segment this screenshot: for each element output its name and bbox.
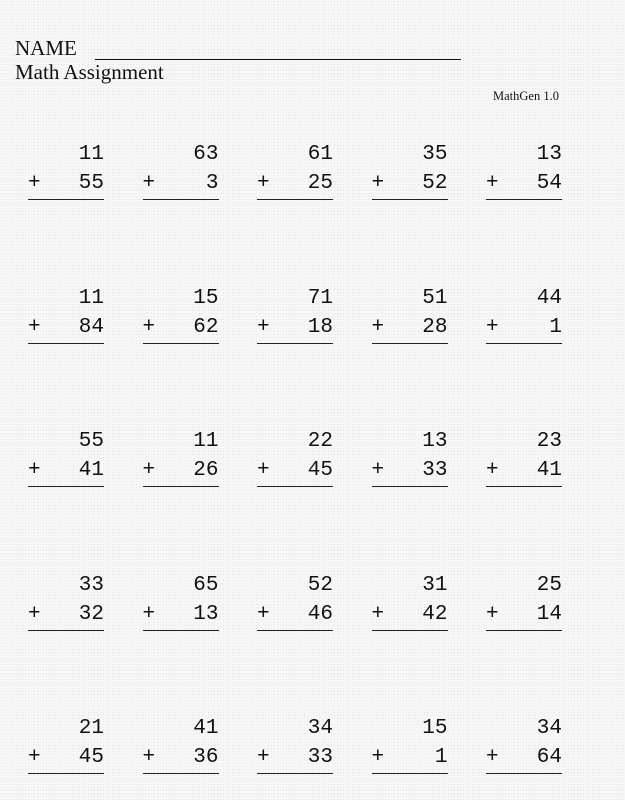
top-addend: 33 — [78, 573, 104, 597]
bottom-addend: 41 — [536, 459, 562, 482]
bottom-row — [257, 600, 333, 631]
addition-problem — [28, 714, 104, 774]
addition-problem — [372, 571, 448, 631]
addition-problem — [28, 427, 104, 487]
top-addend: 61 — [307, 143, 333, 166]
bottom-addend: 13 — [193, 602, 219, 626]
bottom-row — [143, 169, 219, 200]
top-addend: 63 — [193, 143, 219, 166]
plus-sign: + — [257, 746, 270, 769]
bottom-addend: 45 — [307, 459, 333, 482]
bottom-addend: 14 — [536, 602, 562, 626]
bottom-addend: 54 — [536, 172, 562, 195]
addition-problem — [486, 427, 562, 487]
generator-label: MathGen 1.0 — [493, 89, 559, 103]
addition-problem — [257, 571, 333, 631]
bottom-addend: 28 — [422, 315, 448, 339]
plus-sign: + — [371, 459, 385, 482]
bottom-row — [257, 743, 333, 774]
plus-sign: + — [486, 602, 499, 626]
bottom-row — [28, 456, 104, 487]
plus-sign: + — [142, 172, 156, 195]
bottom-addend: 64 — [536, 746, 562, 769]
top-addend: 13 — [422, 430, 448, 453]
top-addend: 34 — [536, 717, 562, 740]
addition-problem — [143, 284, 219, 344]
plus-sign: + — [257, 602, 270, 626]
top-addend: 35 — [422, 143, 448, 166]
top-addend: 25 — [536, 573, 562, 597]
name-label: NAME — [15, 36, 77, 60]
bottom-row — [372, 743, 448, 774]
plus-sign: + — [257, 459, 270, 482]
bottom-row — [486, 169, 562, 200]
bottom-addend: 26 — [193, 459, 219, 482]
top-addend: 15 — [422, 717, 448, 740]
bottom-row — [143, 743, 219, 774]
bottom-row — [372, 456, 448, 487]
plus-sign: + — [28, 315, 41, 339]
addition-problem — [372, 140, 448, 200]
bottom-row — [486, 600, 562, 631]
plus-sign: + — [142, 602, 156, 626]
addition-problem — [257, 140, 333, 200]
plus-sign: + — [142, 315, 156, 339]
name-blank-line — [95, 39, 461, 60]
problem-grid — [28, 140, 568, 780]
plus-sign: + — [371, 172, 385, 195]
top-addend: 31 — [422, 573, 448, 597]
plus-sign: + — [142, 746, 156, 769]
addition-problem — [143, 427, 219, 487]
top-addend: 13 — [536, 143, 562, 166]
addition-problem — [257, 714, 333, 774]
top-addend: 34 — [307, 717, 333, 740]
top-addend: 11 — [78, 286, 104, 310]
bottom-addend: 46 — [307, 602, 333, 626]
bottom-row — [143, 600, 219, 631]
bottom-row — [372, 600, 448, 631]
addition-problem — [372, 284, 448, 344]
addition-problem — [486, 714, 562, 774]
bottom-row — [28, 743, 104, 774]
top-addend: 23 — [536, 430, 562, 453]
bottom-addend: 45 — [78, 746, 104, 769]
bottom-row — [372, 313, 448, 344]
plus-sign: + — [28, 172, 41, 195]
addition-problem — [486, 140, 562, 200]
addition-problem — [486, 571, 562, 631]
bottom-addend: 1 — [434, 746, 448, 769]
addition-problem — [143, 714, 219, 774]
bottom-row — [143, 313, 219, 344]
addition-problem — [28, 140, 104, 200]
addition-problem — [257, 284, 333, 344]
bottom-addend: 55 — [78, 172, 104, 195]
plus-sign: + — [257, 172, 270, 195]
bottom-addend: 52 — [422, 172, 448, 195]
plus-sign: + — [371, 746, 385, 769]
bottom-row — [28, 169, 104, 200]
bottom-row — [28, 600, 104, 631]
plus-sign: + — [486, 172, 499, 195]
top-addend: 65 — [193, 573, 219, 597]
plus-sign: + — [371, 315, 385, 339]
plus-sign: + — [28, 602, 41, 626]
plus-sign: + — [28, 459, 41, 482]
bottom-row — [143, 456, 219, 487]
top-addend: 11 — [78, 143, 104, 166]
bottom-row — [257, 313, 333, 344]
addition-problem — [372, 427, 448, 487]
worksheet-header — [15, 36, 461, 84]
bottom-row — [372, 169, 448, 200]
plus-sign: + — [486, 746, 499, 769]
addition-problem — [143, 571, 219, 631]
plus-sign: + — [28, 746, 41, 769]
top-addend: 21 — [78, 717, 104, 740]
plus-sign: + — [486, 459, 499, 482]
addition-problem — [486, 284, 562, 344]
bottom-addend: 84 — [78, 315, 104, 339]
bottom-addend: 3 — [205, 172, 219, 195]
addition-problem — [257, 427, 333, 487]
top-addend: 22 — [307, 430, 333, 453]
name-row — [15, 36, 461, 60]
bottom-addend: 33 — [307, 746, 333, 769]
plus-sign: + — [486, 315, 499, 339]
bottom-addend: 41 — [78, 459, 104, 482]
bottom-addend: 62 — [193, 315, 219, 339]
bottom-row — [486, 456, 562, 487]
plus-sign: + — [142, 459, 156, 482]
addition-problem — [372, 714, 448, 774]
bottom-addend: 32 — [78, 602, 104, 626]
bottom-addend: 18 — [307, 315, 333, 339]
top-addend: 44 — [536, 286, 562, 310]
top-addend: 15 — [193, 286, 219, 310]
top-addend: 11 — [193, 430, 219, 453]
worksheet-title: Math Assignment — [15, 60, 164, 84]
plus-sign: + — [371, 602, 385, 626]
top-addend: 55 — [78, 430, 104, 453]
addition-problem — [143, 140, 219, 200]
bottom-row — [257, 456, 333, 487]
bottom-addend: 36 — [193, 746, 219, 769]
top-addend: 52 — [307, 573, 333, 597]
addition-problem — [28, 571, 104, 631]
plus-sign: + — [257, 315, 270, 339]
bottom-row — [257, 169, 333, 200]
bottom-addend: 42 — [422, 602, 448, 626]
top-addend: 51 — [422, 286, 448, 310]
bottom-addend: 1 — [549, 315, 562, 339]
top-addend: 71 — [307, 286, 333, 310]
top-addend: 41 — [193, 717, 219, 740]
bottom-row — [486, 313, 562, 344]
bottom-addend: 33 — [422, 459, 448, 482]
bottom-addend: 25 — [307, 172, 333, 195]
addition-problem — [28, 284, 104, 344]
bottom-row — [28, 313, 104, 344]
bottom-row — [486, 743, 562, 774]
